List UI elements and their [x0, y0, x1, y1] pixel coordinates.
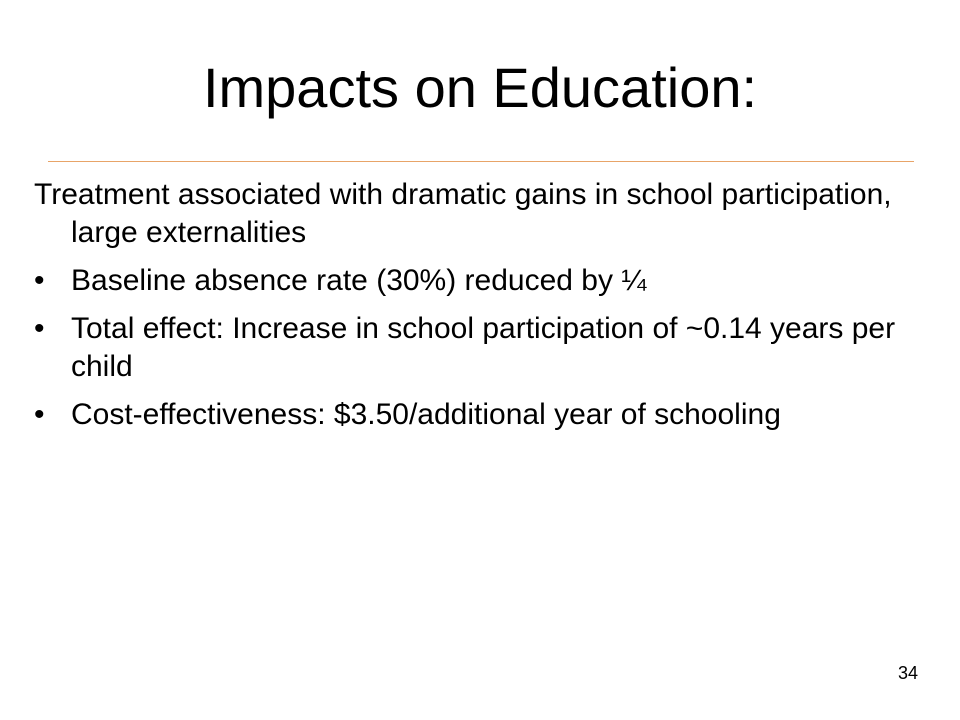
page-number: 34 [897, 663, 918, 683]
bullet-item [34, 396, 914, 434]
bullet-item [34, 262, 914, 300]
bullet-text: Baseline absence rate (30%) reduced by ¼ [71, 264, 647, 297]
slide-body [34, 176, 914, 444]
bullet-item [34, 310, 914, 386]
title-divider [48, 161, 914, 162]
bullet-marker: • [34, 264, 45, 297]
intro-paragraph: Treatment associated with dramatic gains in school participation, large externalities [34, 178, 892, 249]
bullet-text: Total effect: Increase in school participation of ~0.14 years per child [71, 312, 896, 383]
slide-title: Impacts on Education: [202, 56, 758, 119]
bullet-marker: • [34, 312, 45, 345]
bullet-text: Cost-effectiveness: $3.50/additional year of schooling [71, 398, 781, 431]
bullet-marker: • [34, 398, 45, 431]
